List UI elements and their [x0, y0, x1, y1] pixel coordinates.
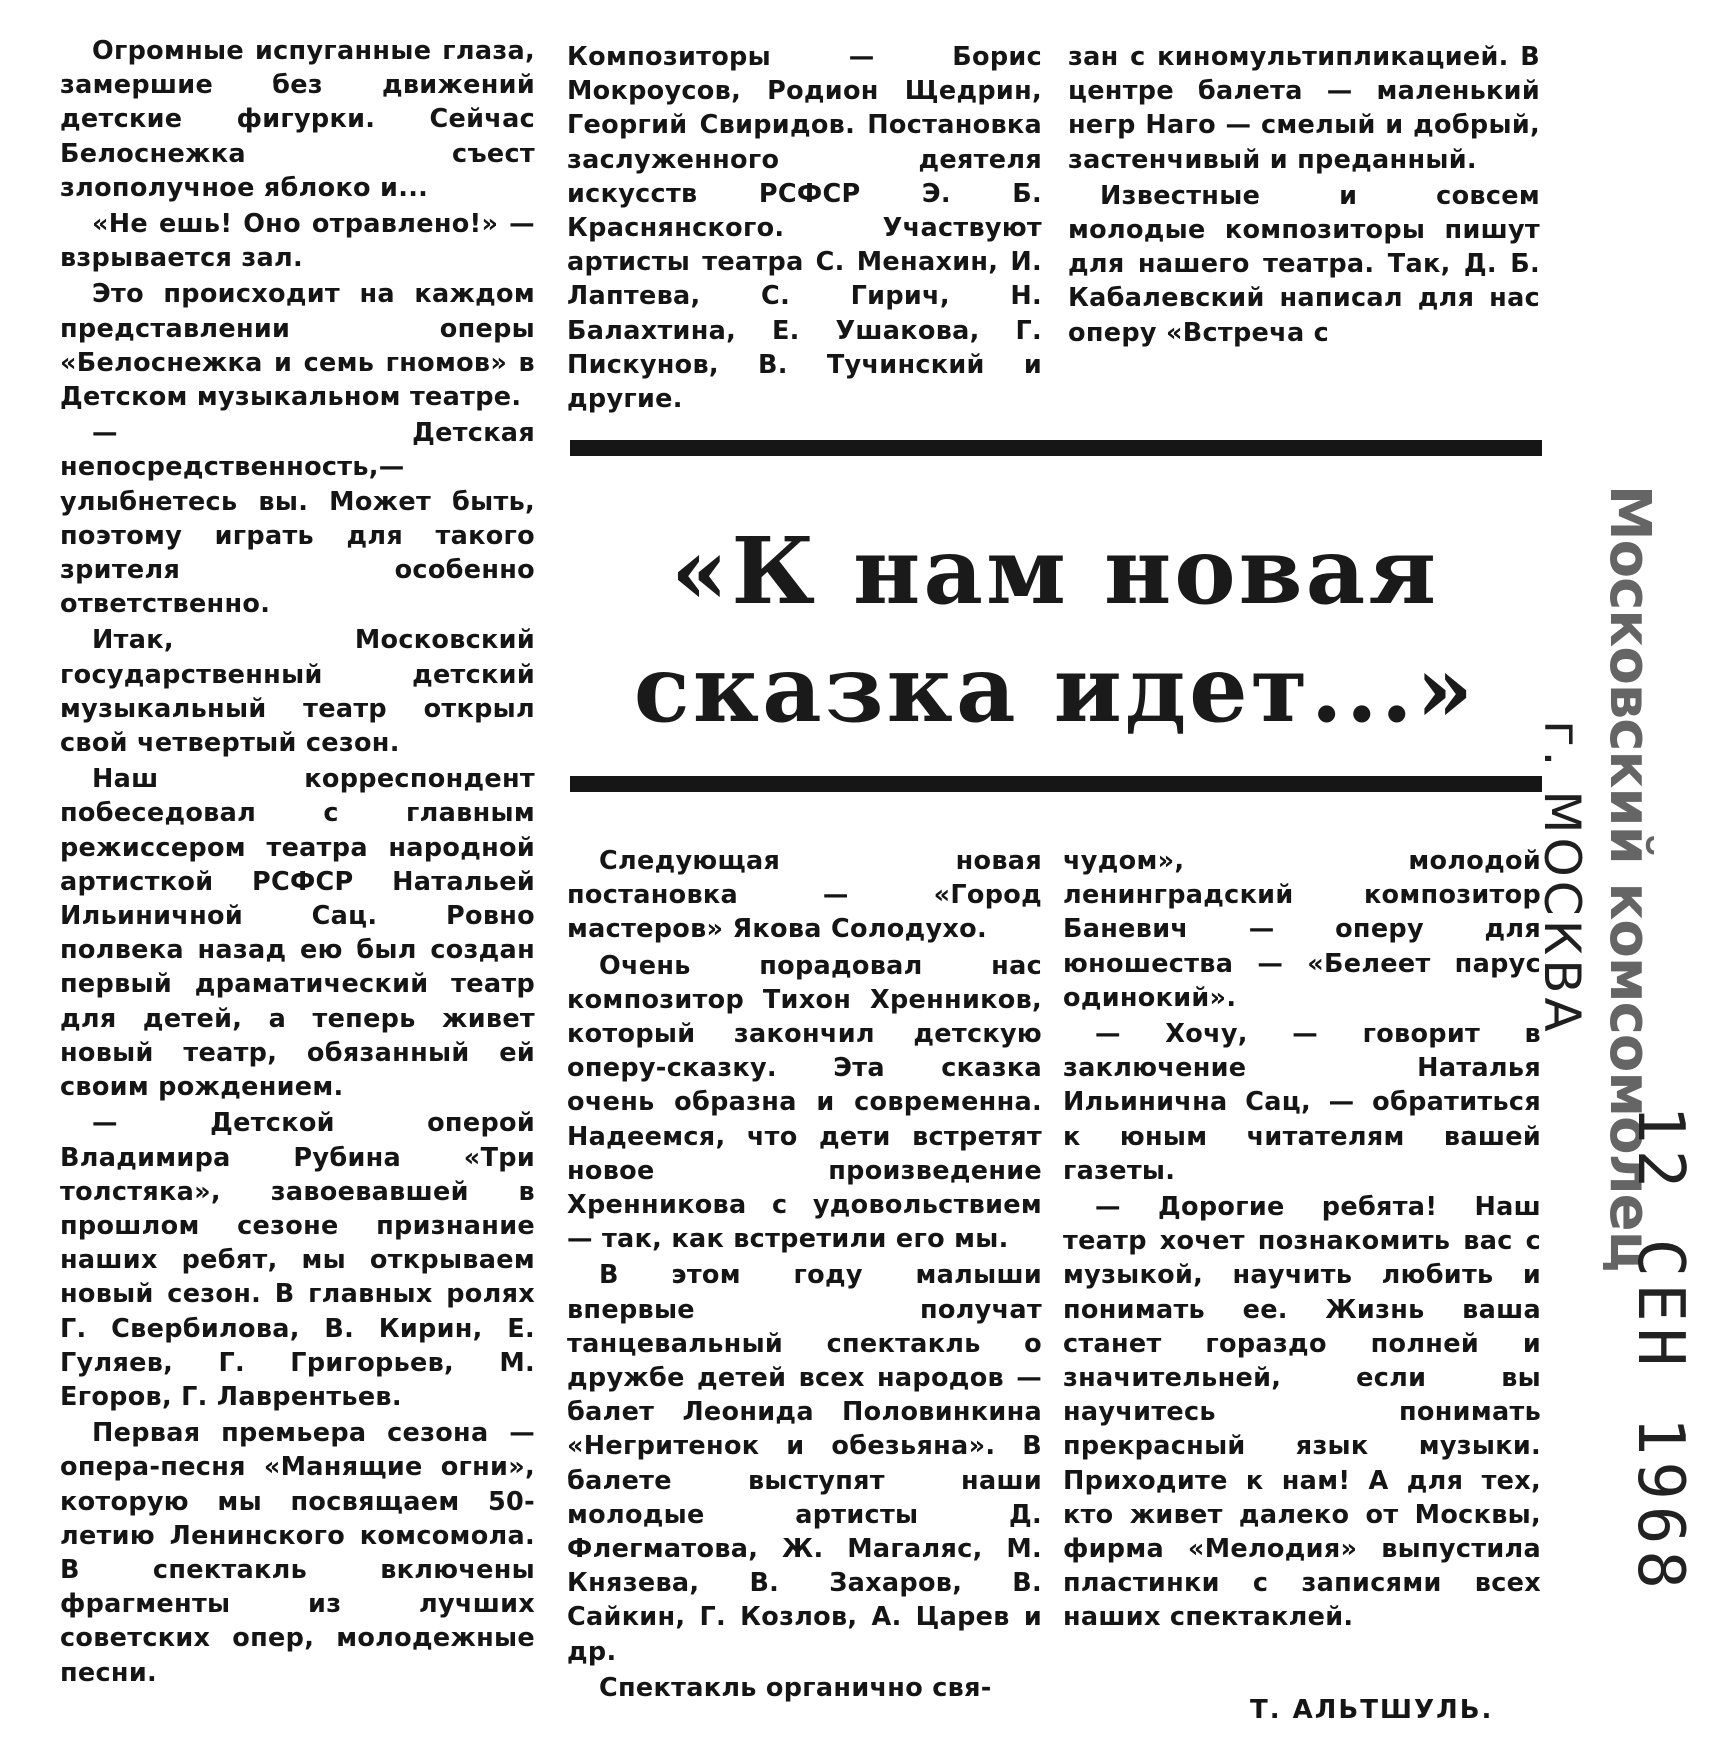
- headline: «К нам новая сказка идет...»: [633, 517, 1477, 743]
- article-column-1: [60, 34, 535, 1690]
- paragraph: зан с киномультипликацией. В центре балета — маленький негр Наго — смелый и добрый, застенчивый и преданный.: [1068, 42, 1540, 175]
- author-byline: Т. АЛЬТШУЛЬ.: [1250, 1695, 1494, 1725]
- paragraph: — Хочу, — говорит в заключение Наталья Ильинична Сац, — обратиться к юным читателям вашей газеты.: [1063, 1019, 1541, 1186]
- stamp-city: г. МОСКВА: [1533, 720, 1591, 1036]
- paragraph: Очень порадовал нас композитор Тихон Хренников, который закончил детскую оперу-сказку. Эта сказка очень образна и современна. Надеемся, что дети встретят новое произведение Хренникова с удовольствием — так, как встретили его мы.: [567, 950, 1042, 1255]
- paragraph: Наш корреспондент побеседовал с главным режиссером театра народной артисткой РСФСР Натальей Ильиничной Сац. Ровно полвека назад ею был создан первый драматический театр для детей, а теперь живет новый театр, обязанный ей своим рождением.: [60, 764, 535, 1103]
- paragraph: Известные и совсем молодые композиторы пишут для нашего театра. Так, Д. Б. Кабалевский написал для нас оперу «Встреча с: [1068, 180, 1540, 348]
- date-stamp: 12 СЕН 1968: [1623, 1105, 1697, 1595]
- headline-top-rule: [570, 440, 1542, 456]
- paragraph: Это происходит на каждом представлении оперы «Белоснежка и семь гномов» в Детском музыкальном театре.: [60, 279, 535, 413]
- paragraph: Итак, Московский государственный детский музыкальный театр открыл свой четвертый сезон.: [60, 625, 535, 759]
- headline-bottom-rule: [570, 776, 1542, 792]
- paragraph: чудом», молодой ленинградский композитор Баневич — оперу для юношества — «Белеет парус одинокий».: [1063, 846, 1541, 1013]
- paragraph: Спектакль органично свя-: [599, 1672, 992, 1703]
- article-column-2: [567, 40, 1042, 416]
- paragraph: — Детская непосредственность,—улыбнетесь вы. Может быть, поэтому играть для такого зрителя особенно ответственно.: [60, 418, 535, 620]
- article-column-3: [1068, 40, 1540, 350]
- paragraph: Огромные испуганные глаза, замершие без движений детские фигурки. Сейчас Белоснежка съест злополучное яблоко и...: [60, 36, 535, 203]
- paragraph: — Дорогие ребята! Наш театр хочет познакомить вас с музыкой, научить любить и понимать ее. Жизнь ваша станет гораздо полней и значительней, если вы научитесь понимать прекрасный язык музыки. Приходите к нам! А для тех, кто живет далеко от Москвы, фирма «Мелодия» выпустила пластинки с записями всех наших спектаклей.: [1063, 1192, 1541, 1633]
- paragraph: В этом году малыши впервые получат танцевальный спектакль о дружбе детей всех народов — балет Леонида Половинкина «Негритенок и обезьяна». В балете выступят наши молодые артисты Д. Флегматова, Ж. Магаляс, М. Князева, В. Захаров, В. Сайкин, Г. Козлов, А. Царев и др.: [567, 1260, 1042, 1667]
- paragraph: Следующая новая постановка — «Город мастеров» Якова Солодухо.: [567, 846, 1042, 945]
- paragraph: — Детской оперой Владимира Рубина «Три толстяка», завоевавшей в прошлом сезоне признание наших ребят, мы открываем новый сезон. В главных ролях Г. Свербилова, В. Кирин, Е. Гуляев, Г. Григорьев, М. Егоров, Г. Лаврентьев.: [60, 1108, 535, 1412]
- paragraph: Композиторы — Борис Мокроусов, Родион Щедрин, Георгий Свиридов. Постановка заслуженного деятеля искусств РСФСР Э. Б. Краснянского. Участвуют артисты театра С. Менахин, И. Лаптева, С. Гирич, Н. Балахтина, Е. Ушакова, Г. Пискунов, В. Тучинский и другие.: [567, 42, 1042, 415]
- article-column-4: [567, 844, 1042, 1705]
- article-column-5: [1063, 844, 1541, 1635]
- paragraph: «Не ешь! Оно отравлено!» — взрывается зал.: [60, 209, 535, 274]
- stamp-newspaper-name: Московский комсомолец: [1597, 484, 1662, 1272]
- paragraph: Первая премьера сезона — опера-песня «Манящие огни», которую мы посвящаем 50-летию Ленинского комсомола. В спектакль включены фрагменты из лучших советских опер, молодежные песни.: [60, 1418, 535, 1688]
